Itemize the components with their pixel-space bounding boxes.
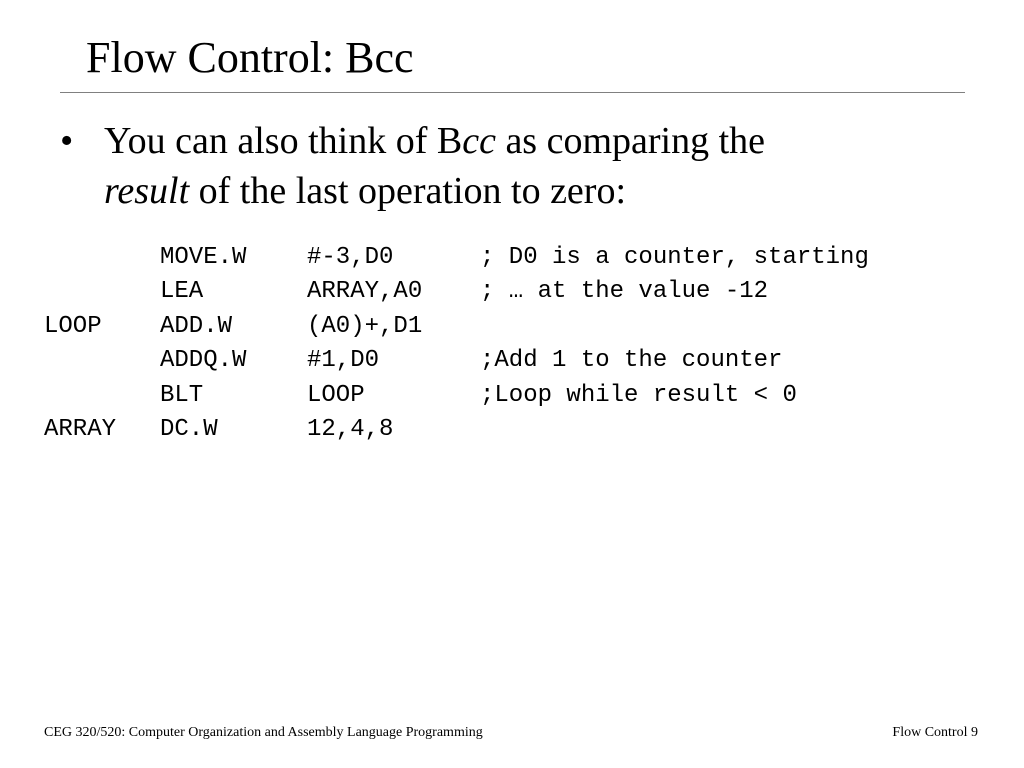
code-operand: (A0)+,D1 bbox=[307, 312, 423, 340]
bullet-line-2-post: of the last operation to zero: bbox=[189, 170, 627, 212]
bullet-line-1-emphasis: cc bbox=[462, 120, 496, 162]
slide-title: Flow Control: Bcc bbox=[86, 33, 414, 82]
bullet-line-2-emphasis: result bbox=[104, 170, 190, 212]
code-label: ARRAY bbox=[44, 415, 117, 443]
code-operand: 12,4,8 bbox=[307, 415, 394, 443]
code-operand: #1,D0 bbox=[307, 347, 380, 375]
bullet-line-2 bbox=[104, 166, 964, 216]
code-operand: ARRAY,A0 bbox=[307, 278, 423, 306]
code-comment: ;Add 1 to the counter bbox=[480, 347, 783, 375]
code-opcode: BLT bbox=[160, 381, 204, 409]
code-comment: ; … at the value -12 bbox=[480, 278, 769, 306]
code-comment: ; D0 is a counter, starting bbox=[480, 244, 869, 271]
code-label: LOOP bbox=[44, 312, 102, 340]
code-opcode: LEA bbox=[160, 278, 204, 306]
code-opcode: DC.W bbox=[160, 415, 218, 443]
code-opcode: MOVE.W bbox=[160, 244, 247, 271]
bullet-text bbox=[104, 116, 964, 216]
footer-page-number: Flow Control 9 bbox=[892, 725, 978, 740]
code-operand: LOOP bbox=[307, 381, 365, 409]
footer-course: CEG 320/520: Computer Organization and Assembly Language Programming bbox=[44, 725, 483, 740]
title-divider bbox=[60, 92, 965, 93]
code-comment: ;Loop while result < 0 bbox=[480, 381, 797, 409]
bullet-marker: • bbox=[60, 120, 74, 162]
bullet-line-1 bbox=[104, 116, 964, 166]
bullet-line-1-pre: You can also think of B bbox=[104, 120, 463, 162]
code-opcode: ADD.W bbox=[160, 312, 233, 340]
code-operand: #-3,D0 bbox=[307, 244, 394, 271]
code-opcode: ADDQ.W bbox=[160, 347, 247, 375]
bullet-line-1-post: as comparing the bbox=[495, 120, 766, 162]
